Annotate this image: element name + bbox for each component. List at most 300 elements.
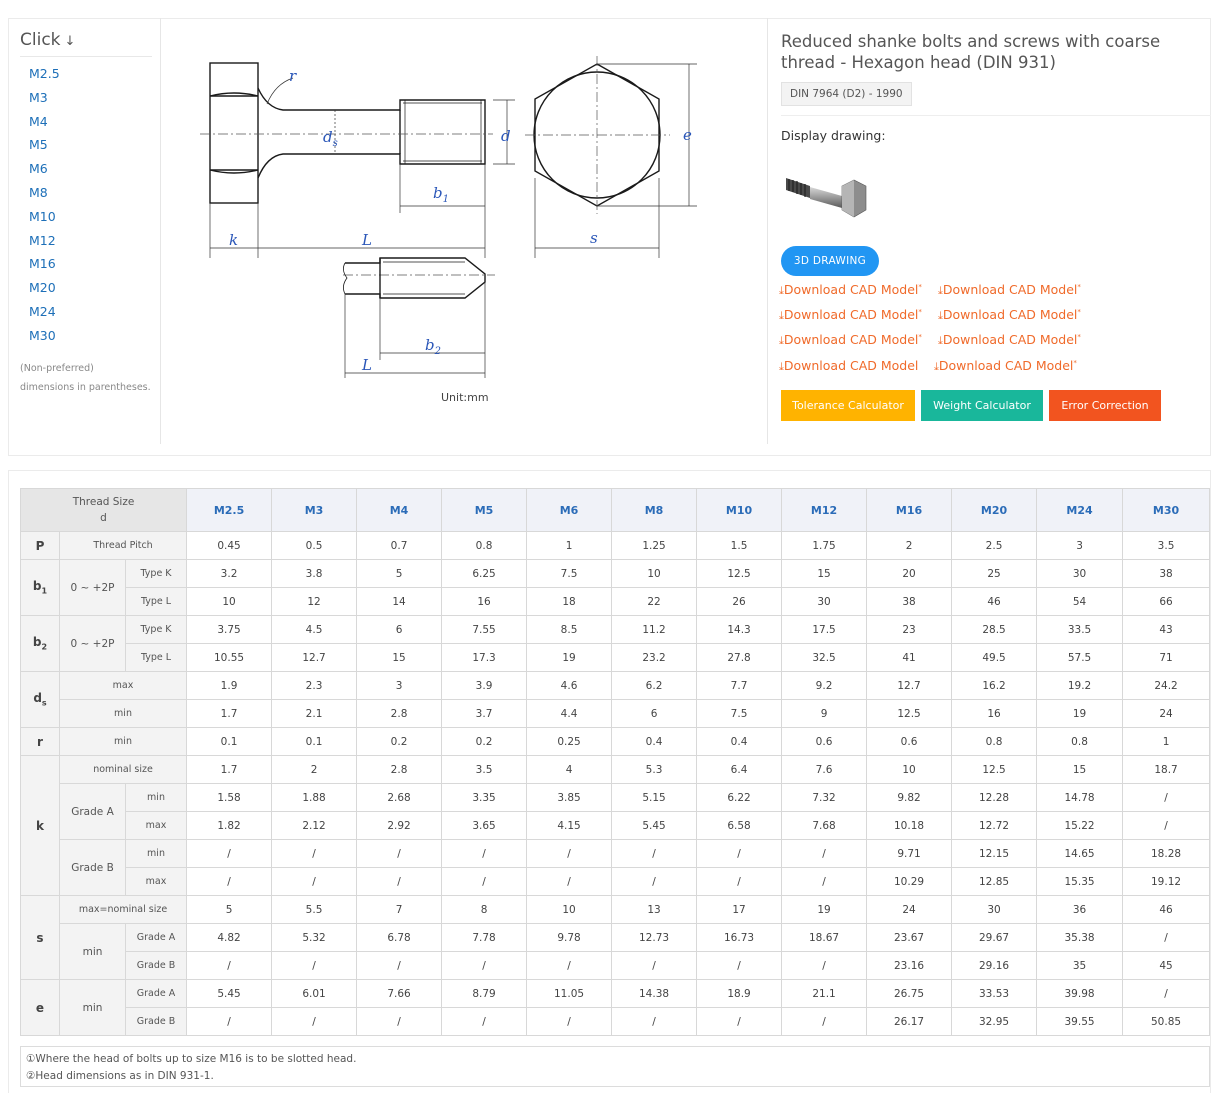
table-cell: 15.22	[1037, 812, 1123, 840]
dimension-symbol	[21, 756, 60, 896]
table-cell: 10	[187, 588, 272, 616]
size-header: M8	[612, 489, 697, 532]
label-s: s	[590, 229, 598, 247]
table-cell: 21.1	[782, 980, 867, 1008]
size-link[interactable]: M24	[29, 303, 56, 319]
table-cell: 1.7	[187, 756, 272, 784]
table-cell: 12.72	[952, 812, 1037, 840]
table-cell: 7.66	[357, 980, 442, 1008]
footnotes	[20, 1046, 1210, 1087]
bolt-head-side	[210, 63, 258, 203]
size-header: M2.5	[187, 489, 272, 532]
table-cell: /	[272, 1008, 357, 1036]
table-cell: 14.78	[1037, 784, 1123, 812]
table-cell: 3.5	[1123, 532, 1210, 560]
table-cell: 14.38	[612, 980, 697, 1008]
table-cell: 12.5	[697, 560, 782, 588]
table-cell: 32.5	[782, 644, 867, 672]
table-cell: 1.5	[697, 532, 782, 560]
label-b1-main: b	[433, 184, 443, 202]
table-cell: 35.38	[1037, 924, 1123, 952]
table-cell: 14.3	[697, 616, 782, 644]
label-ds	[323, 128, 338, 149]
download-cad-link[interactable]	[779, 282, 922, 298]
label-b1-sub: 1	[442, 194, 449, 205]
table-cell: 4.6	[527, 672, 612, 700]
table-cell: 30	[782, 588, 867, 616]
table-cell: /	[1123, 924, 1210, 952]
size-link[interactable]: M2.5	[29, 66, 60, 81]
download-icon: ⤓	[938, 334, 943, 347]
table-cell: 0.6	[782, 728, 867, 756]
table-cell: 18.28	[1123, 840, 1210, 868]
tolerance-calculator-button[interactable]: Tolerance Calculator	[781, 390, 915, 421]
table-cell: 2.5	[952, 532, 1037, 560]
table-cell: 0.1	[187, 728, 272, 756]
table-cell: 23.67	[867, 924, 952, 952]
table-cell: 11.05	[527, 980, 612, 1008]
download-icon: ⤓	[779, 309, 784, 322]
table-cell: 1.75	[782, 532, 867, 560]
thread-size-symbol: d	[100, 512, 107, 524]
table-cell: 38	[1123, 560, 1210, 588]
table-cell: 0.4	[697, 728, 782, 756]
size-list	[29, 62, 60, 348]
table-cell: 7.32	[782, 784, 867, 812]
row-label: Thread Pitch	[60, 532, 187, 560]
table-cell: /	[782, 1008, 867, 1036]
table-cell: 19	[1037, 700, 1123, 728]
table-cell: /	[357, 952, 442, 980]
table-cell: 1.88	[272, 784, 357, 812]
table-cell: 10	[527, 896, 612, 924]
table-cell: 11.2	[612, 616, 697, 644]
table-cell: 14.65	[1037, 840, 1123, 868]
table-cell: 45	[1123, 952, 1210, 980]
size-header: M30	[1123, 489, 1210, 532]
table-cell: /	[272, 952, 357, 980]
size-link[interactable]: M6	[29, 161, 48, 177]
table-cell: 9.82	[867, 784, 952, 812]
table-cell: 5.32	[272, 924, 357, 952]
table-cell: 7.5	[697, 700, 782, 728]
table-cell: /	[357, 840, 442, 868]
download-cad-link[interactable]	[779, 358, 918, 374]
table-cell: 29.16	[952, 952, 1037, 980]
table-row	[21, 784, 1210, 812]
table-cell: 5.3	[612, 756, 697, 784]
size-link[interactable]: M4	[29, 113, 48, 129]
dimension-symbol	[21, 672, 60, 728]
table-cell: 54	[1037, 588, 1123, 616]
table-row	[21, 728, 1210, 756]
label-e: e	[683, 126, 692, 144]
footnote: ①Where the head of bolts up to size M16 is to be slotted head.	[26, 1053, 357, 1065]
row-label: 0 ~ +2P	[60, 616, 126, 672]
display-drawing-label: Display drawing:	[781, 128, 886, 143]
row-label: max	[126, 868, 187, 896]
table-cell: /	[357, 1008, 442, 1036]
table-cell: 43	[1123, 616, 1210, 644]
table-cell: 1.82	[187, 812, 272, 840]
row-label: Type L	[126, 588, 187, 616]
symbol-main: b	[32, 635, 42, 650]
bolt-3d-thumbnail[interactable]	[780, 170, 870, 222]
size-link[interactable]: M8	[29, 184, 48, 200]
download-icon: ⤓	[779, 334, 784, 347]
download-star: *	[918, 332, 922, 341]
table-cell: 19.2	[1037, 672, 1123, 700]
table-cell: 71	[1123, 644, 1210, 672]
row-label: min	[126, 840, 187, 868]
row-label: Grade A	[60, 784, 126, 840]
symbol-sub: 2	[41, 642, 48, 652]
table-row	[21, 532, 1210, 560]
table-cell: 3.65	[442, 812, 527, 840]
table-row	[21, 1008, 1210, 1036]
download-star: *	[918, 282, 922, 291]
table-cell: 15	[1037, 756, 1123, 784]
table-cell: 0.4	[612, 728, 697, 756]
table-row	[21, 644, 1210, 672]
table-cell: 3.35	[442, 784, 527, 812]
3d-drawing-button[interactable]: 3D DRAWING	[781, 246, 879, 276]
download-cad-label: Download CAD Model	[783, 332, 919, 347]
table-cell: 9.71	[867, 840, 952, 868]
size-header: M6	[527, 489, 612, 532]
table-cell: 5.15	[612, 784, 697, 812]
row-label: Grade A	[126, 980, 187, 1008]
table-cell: /	[187, 868, 272, 896]
table-cell: /	[272, 868, 357, 896]
table-cell: 41	[867, 644, 952, 672]
table-cell: 14	[357, 588, 442, 616]
table-cell: 35	[1037, 952, 1123, 980]
size-link[interactable]: M10	[29, 208, 56, 224]
label-L: L	[362, 231, 372, 249]
table-cell: 2.1	[272, 700, 357, 728]
table-cell: 30	[952, 896, 1037, 924]
download-icon: ⤓	[934, 360, 939, 373]
spec-table	[20, 488, 1210, 1036]
table-cell: 3.75	[187, 616, 272, 644]
product-title: Reduced shanke bolts and screws with coarse thread - Hexagon head (DIN 931)	[781, 32, 1161, 72]
symbol-main: r	[37, 734, 43, 749]
table-cell: 10.29	[867, 868, 952, 896]
note-line: (Non-preferred)	[20, 363, 94, 374]
table-cell: 38	[867, 588, 952, 616]
symbol-main: e	[35, 1000, 45, 1015]
size-link[interactable]: M16	[29, 256, 56, 272]
download-cad-link[interactable]	[934, 358, 1077, 374]
table-cell: /	[187, 952, 272, 980]
label-b2	[425, 336, 441, 357]
table-row	[21, 588, 1210, 616]
table-cell: 3.2	[187, 560, 272, 588]
table-cell: 3.9	[442, 672, 527, 700]
table-row	[21, 616, 1210, 644]
table-cell: /	[612, 952, 697, 980]
error-correction-button[interactable]: Error Correction	[1049, 390, 1161, 421]
symbol-sub: 1	[41, 586, 48, 596]
symbol-main: d	[33, 691, 42, 706]
size-header: M3	[272, 489, 357, 532]
dimension-symbol	[21, 728, 60, 756]
table-cell: 16.73	[697, 924, 782, 952]
table-cell: 10	[612, 560, 697, 588]
table-cell: /	[357, 868, 442, 896]
table-cell: 19.12	[1123, 868, 1210, 896]
row-label: Grade B	[126, 1008, 187, 1036]
download-cad-link[interactable]	[938, 307, 1081, 323]
thread-size-label: Thread Size	[72, 496, 135, 508]
table-cell: 0.45	[187, 532, 272, 560]
footnote: ②Head dimensions as in DIN 931-1.	[26, 1070, 214, 1082]
table-cell: 12.7	[867, 672, 952, 700]
size-link[interactable]: M5	[29, 137, 48, 153]
table-cell: 2.68	[357, 784, 442, 812]
table-cell: 22	[612, 588, 697, 616]
download-icon: ⤓	[938, 284, 943, 297]
divider	[20, 56, 152, 57]
row-label: Grade B	[126, 952, 187, 980]
table-cell: 3	[357, 672, 442, 700]
table-cell: /	[612, 868, 697, 896]
table-cell: /	[1123, 784, 1210, 812]
size-header: M16	[867, 489, 952, 532]
table-cell: 28.5	[952, 616, 1037, 644]
label-k: k	[229, 231, 239, 249]
table-cell: 1	[1123, 728, 1210, 756]
table-row	[21, 672, 1210, 700]
download-cad-link[interactable]	[938, 332, 1081, 348]
table-cell: 6	[612, 700, 697, 728]
download-star: *	[1077, 307, 1081, 316]
note-line: dimensions in parentheses.	[20, 382, 151, 393]
table-cell: 6.22	[697, 784, 782, 812]
table-cell: 46	[1123, 896, 1210, 924]
table-cell: /	[442, 1008, 527, 1036]
table-cell: 4.5	[272, 616, 357, 644]
table-cell: 13	[612, 896, 697, 924]
table-cell: 18.9	[697, 980, 782, 1008]
dimension-symbol	[21, 560, 60, 616]
table-cell: 4.15	[527, 812, 612, 840]
table-cell: 36	[1037, 896, 1123, 924]
download-star: *	[1077, 332, 1081, 341]
table-cell: 7.5	[527, 560, 612, 588]
symbol-main: s	[36, 930, 44, 945]
row-label: min	[60, 980, 126, 1036]
table-cell: /	[697, 840, 782, 868]
table-cell: 33.5	[1037, 616, 1123, 644]
symbol-main: P	[35, 538, 45, 553]
bolt-shank	[258, 88, 485, 178]
table-cell: 57.5	[1037, 644, 1123, 672]
table-cell: 2	[272, 756, 357, 784]
table-cell: 16	[952, 700, 1037, 728]
size-link[interactable]: M20	[29, 280, 56, 296]
table-row	[21, 812, 1210, 840]
table-cell: 12.5	[952, 756, 1037, 784]
size-link[interactable]: M12	[29, 232, 56, 248]
table-cell: 9	[782, 700, 867, 728]
symbol-main: b	[32, 579, 42, 594]
table-cell: 23	[867, 616, 952, 644]
table-cell: /	[527, 1008, 612, 1036]
table-cell: 2.8	[357, 700, 442, 728]
table-cell: /	[1123, 812, 1210, 840]
size-header: M10	[697, 489, 782, 532]
size-link[interactable]: M30	[29, 327, 56, 343]
download-cad-link[interactable]	[938, 282, 1081, 298]
table-cell: 2.8	[357, 756, 442, 784]
table-cell: 5	[357, 560, 442, 588]
table-cell: 12.28	[952, 784, 1037, 812]
download-cad-label: Download CAD Model	[783, 358, 919, 373]
table-cell: 17	[697, 896, 782, 924]
label-b2-sub: 2	[434, 346, 441, 357]
table-cell: /	[442, 868, 527, 896]
table-row	[21, 952, 1210, 980]
table-cell: 39.98	[1037, 980, 1123, 1008]
label-b2-main: b	[425, 336, 435, 354]
table-cell: 18.67	[782, 924, 867, 952]
table-cell: 7.68	[782, 812, 867, 840]
table-cell: 3	[1037, 532, 1123, 560]
table-cell: /	[442, 952, 527, 980]
table-cell: 46	[952, 588, 1037, 616]
table-cell: 2.92	[357, 812, 442, 840]
table-cell: 25	[952, 560, 1037, 588]
dimension-symbol	[21, 532, 60, 560]
symbol-sub: s	[41, 698, 47, 708]
table-cell: 15	[357, 644, 442, 672]
size-header: M5	[442, 489, 527, 532]
table-cell: /	[442, 840, 527, 868]
download-cad-label: Download CAD Model	[942, 282, 1078, 297]
table-cell: 6	[357, 616, 442, 644]
table-cell: 20	[867, 560, 952, 588]
size-link[interactable]: M3	[29, 89, 48, 105]
download-cad-label: Download CAD Model	[942, 307, 1078, 322]
table-cell: /	[527, 952, 612, 980]
table-cell: 39.55	[1037, 1008, 1123, 1036]
table-cell: 10.55	[187, 644, 272, 672]
table-row	[21, 840, 1210, 868]
row-label: 0 ~ +2P	[60, 560, 126, 616]
table-cell: 4.4	[527, 700, 612, 728]
row-label: Type L	[126, 644, 187, 672]
table-cell: 8.5	[527, 616, 612, 644]
row-label: min	[60, 700, 187, 728]
download-star: *	[1077, 282, 1081, 291]
table-cell: /	[782, 840, 867, 868]
table-cell: 1.7	[187, 700, 272, 728]
table-cell: 12	[272, 588, 357, 616]
download-cad-link[interactable]	[779, 307, 922, 323]
table-cell: 6.58	[697, 812, 782, 840]
size-nav-heading	[20, 30, 75, 50]
table-row	[21, 756, 1210, 784]
table-cell: /	[697, 952, 782, 980]
table-cell: 19	[527, 644, 612, 672]
table-cell: 8	[442, 896, 527, 924]
table-cell: 32.95	[952, 1008, 1037, 1036]
table-cell: /	[782, 868, 867, 896]
table-row	[21, 868, 1210, 896]
table-cell: 15	[782, 560, 867, 588]
table-cell: 1.58	[187, 784, 272, 812]
row-label: max	[126, 812, 187, 840]
table-cell: /	[1123, 980, 1210, 1008]
table-cell: 9.2	[782, 672, 867, 700]
product-info	[767, 18, 1212, 444]
table-cell: 2	[867, 532, 952, 560]
standard-badge: DIN 7964 (D2) - 1990	[781, 82, 912, 106]
download-cad-label: Download CAD Model	[938, 358, 1074, 373]
row-label: Grade A	[126, 924, 187, 952]
size-header: M20	[952, 489, 1037, 532]
table-cell: 6.2	[612, 672, 697, 700]
table-cell: 29.67	[952, 924, 1037, 952]
label-ds-sub: s	[332, 138, 338, 149]
table-row	[21, 700, 1210, 728]
table-cell: 2.3	[272, 672, 357, 700]
label-ds-main: d	[323, 128, 333, 146]
symbol-main: k	[36, 818, 44, 833]
table-row	[21, 896, 1210, 924]
table-cell: 26.17	[867, 1008, 952, 1036]
table-cell: 0.2	[357, 728, 442, 756]
table-cell: 23.2	[612, 644, 697, 672]
download-cad-link[interactable]	[779, 332, 922, 348]
table-cell: 0.8	[952, 728, 1037, 756]
table-cell: 7.78	[442, 924, 527, 952]
row-label: min	[60, 728, 187, 756]
table-row	[21, 560, 1210, 588]
size-header: M12	[782, 489, 867, 532]
size-nav-heading-text: Click	[20, 30, 61, 50]
weight-calculator-button[interactable]: Weight Calculator	[921, 390, 1043, 421]
download-star: *	[918, 307, 922, 316]
row-label: Grade B	[60, 840, 126, 896]
table-cell: 23.16	[867, 952, 952, 980]
table-cell: 12.73	[612, 924, 697, 952]
table-cell: 8.79	[442, 980, 527, 1008]
table-cell: 0.2	[442, 728, 527, 756]
table-cell: 5.45	[612, 812, 697, 840]
table-cell: /	[612, 1008, 697, 1036]
table-cell: 33.53	[952, 980, 1037, 1008]
table-cell: 0.7	[357, 532, 442, 560]
table-cell: 66	[1123, 588, 1210, 616]
table-cell: 3.5	[442, 756, 527, 784]
table-cell: 19	[782, 896, 867, 924]
table-cell: 1.25	[612, 532, 697, 560]
table-cell: 12.85	[952, 868, 1037, 896]
table-cell: 0.6	[867, 728, 952, 756]
table-cell: /	[782, 952, 867, 980]
table-cell: 10	[867, 756, 952, 784]
table-cell: 3.7	[442, 700, 527, 728]
table-cell: 12.5	[867, 700, 952, 728]
dimension-symbol	[21, 980, 60, 1036]
table-cell: 4	[527, 756, 612, 784]
table-cell: /	[527, 840, 612, 868]
table-cell: 7.55	[442, 616, 527, 644]
table-cell: 7	[357, 896, 442, 924]
